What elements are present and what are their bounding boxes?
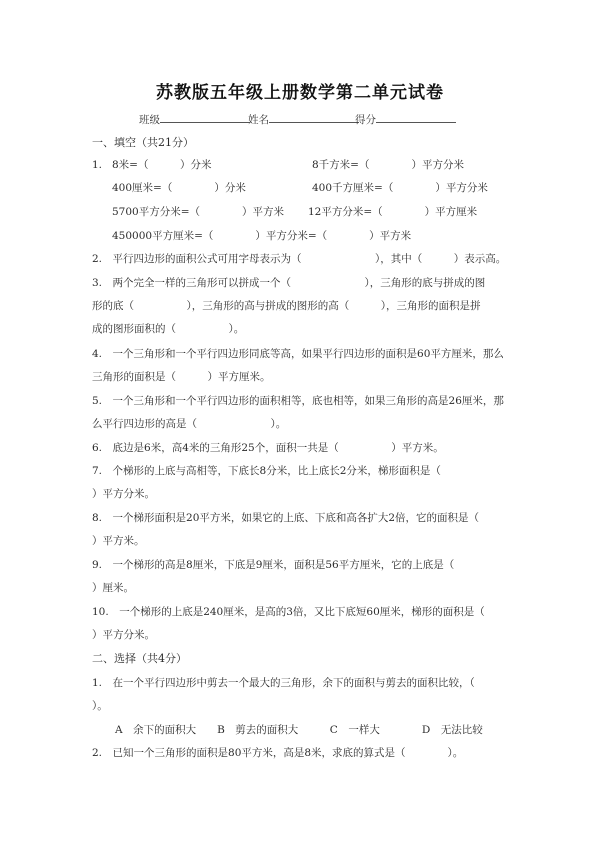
- choice-question-line: 1. 在一个平行四边形中剪去一个最大的三角形，余下的面积与剪去的面积比较，（: [92, 677, 475, 689]
- question-line: 7. 个梯形的上底与高相等，下底长8分米，比上底长2分米，梯形面积是（: [92, 465, 441, 477]
- q1-item: 8千方米=（ ）平方分米: [312, 159, 464, 171]
- score-field[interactable]: [355, 111, 456, 127]
- q1-item: 5700平方分米=（ ）平方米: [112, 206, 285, 218]
- q1-item: 12平方分米=（ ）平方厘米: [308, 206, 478, 218]
- choice-question-line: 2. 已知一个三角形的面积是80平方米，高是8米，求底的算式是（ ）。: [92, 747, 464, 759]
- choice-question-line: ）。: [92, 700, 108, 712]
- question-line: 么平行四边形的高是（ ）。: [92, 418, 287, 430]
- class-blank[interactable]: [160, 111, 250, 123]
- q1-number: 1.: [92, 159, 103, 171]
- name-label: 姓名: [248, 114, 269, 126]
- question-line: 三角形的面积是（ ）平方厘米。: [92, 371, 271, 383]
- section-fill-heading: 一、填空（共21分）: [92, 136, 194, 149]
- class-field[interactable]: [139, 111, 250, 127]
- question-line: 成的图形面积的（ ）。: [92, 323, 245, 335]
- class-label: 班级: [139, 114, 160, 126]
- question-line: 4. 一个三角形和一个平行四边形同底等高，如果平行四边形的面积是60平方厘米，那么: [92, 348, 504, 360]
- choice-options: A 余下的面积大 B 剪去的面积大 C 一样大 D 无法比较: [115, 724, 483, 736]
- question-line: 10. 一个梯形的上底是240厘米，是高的3倍，又比下底短60厘米，梯形的面积是（: [92, 606, 485, 618]
- question-line: 9. 一个梯形的高是8厘米，下底是9厘米，面积是56平方厘米，它的上底是（: [92, 559, 455, 571]
- question-line: ）平方分米。: [92, 488, 155, 500]
- exam-title: 苏教版五年级上册数学第二单元试卷: [156, 83, 444, 103]
- question-line: 5. 一个三角形和一个平行四边形的面积相等，底也相等，如果三角形的高是26厘米，那: [92, 395, 504, 407]
- question-line: 6. 底边是6米，高4米的三角形25个，面积一共是（ ）平方米。: [92, 442, 444, 454]
- question-line: 2. 平行四边形的面积公式可用字母表示为（ ），其中（ ）表示高。: [92, 253, 507, 265]
- score-blank[interactable]: [376, 111, 456, 123]
- name-blank[interactable]: [269, 111, 359, 123]
- question-line: ）厘米。: [92, 582, 134, 594]
- score-label: 得分: [355, 114, 376, 126]
- q1-item: 8米=（ ）分米: [112, 159, 212, 171]
- question-line: ）平方米。: [92, 535, 145, 547]
- q1-item: 400厘米=（ ）分米: [112, 182, 246, 194]
- question-line: 3. 两个完全一样的三角形可以拼成一个（ ），三角形的底与拼成的图: [92, 277, 486, 289]
- question-line: ）平方分米。: [92, 629, 155, 641]
- name-field[interactable]: [248, 111, 359, 127]
- question-line: 形的底（ ），三角形的高与拼成的图形的高（ ），三角形的面积是拼: [92, 300, 481, 312]
- q1-item: 450000平方厘米=（ ）平方分米=（ ）平方米: [112, 230, 412, 242]
- q1-item: 400千方厘米=（ ）平方分米: [312, 182, 488, 194]
- question-line: 8. 一个梯形面积是20平方米，如果它的上底、下底和高各扩大2倍，它的面积是（: [92, 512, 480, 524]
- section-choice-heading: 二、选择（共4分）: [92, 652, 187, 665]
